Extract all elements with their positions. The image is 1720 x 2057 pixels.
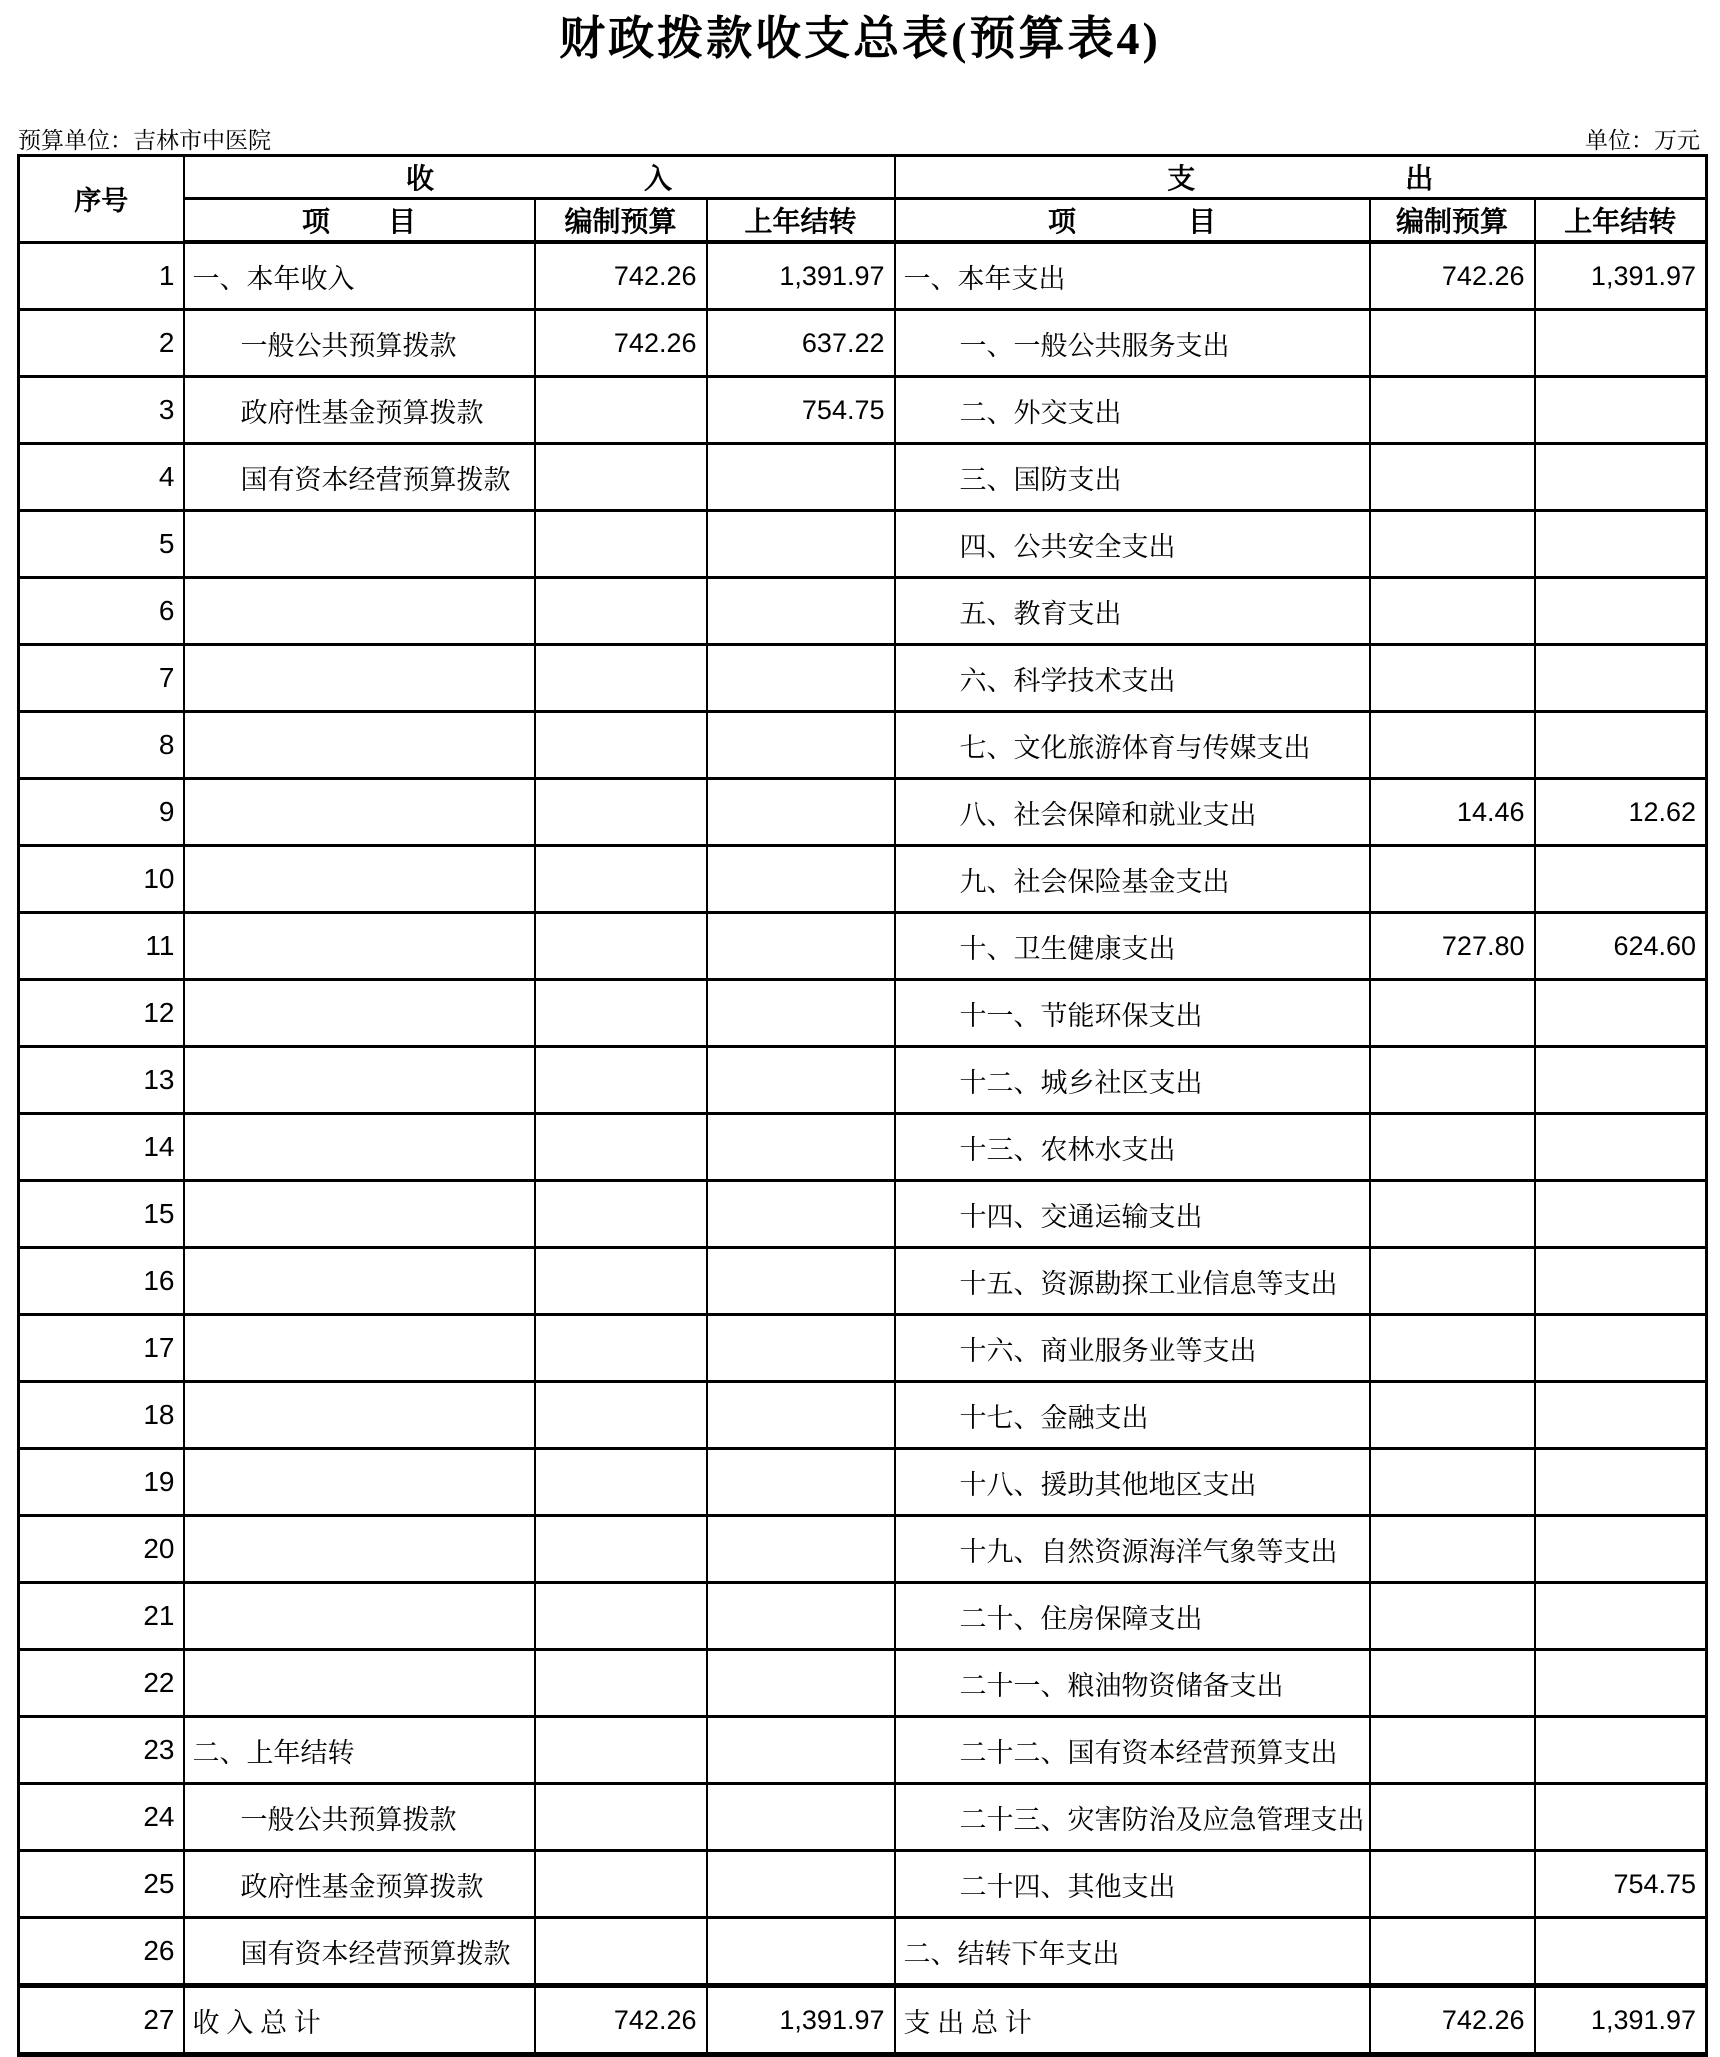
col-header-income-item: [184, 199, 535, 243]
table-row: [19, 1583, 1707, 1650]
income-carryover-cell: [707, 1784, 895, 1851]
income-item-cell: [184, 1382, 535, 1449]
income-budget-cell: [535, 1583, 707, 1650]
income-item-cell: 一般公共预算拨款: [184, 310, 535, 377]
income-item-cell: [184, 511, 535, 578]
budget-unit-label: 预算单位：吉林市中医院: [18, 128, 271, 153]
expense-item-cell: 十、卫生健康支出: [895, 913, 1370, 980]
col-header-expense-group: [895, 156, 1707, 199]
expense-item-cell: 五、教育支出: [895, 578, 1370, 645]
income-carryover-cell: [707, 578, 895, 645]
income-item-cell: [184, 645, 535, 712]
income-budget-cell: [535, 712, 707, 779]
income-carryover-cell: [707, 779, 895, 846]
table-row: [19, 310, 1707, 377]
seq-cell: 11: [19, 913, 184, 980]
expense-item-cell: 十九、自然资源海洋气象等支出: [895, 1516, 1370, 1583]
seq-cell: 8: [19, 712, 184, 779]
expense-budget-cell: 727.80: [1370, 913, 1535, 980]
income-budget-cell: [535, 1851, 707, 1918]
expense-item-cell: 十五、资源勘探工业信息等支出: [895, 1248, 1370, 1315]
table-row: [19, 712, 1707, 779]
expense-budget-cell: [1370, 1315, 1535, 1382]
seq-cell: 18: [19, 1382, 184, 1449]
expense-carryover-cell: [1535, 1650, 1707, 1717]
expense-item-cell: 二、外交支出: [895, 377, 1370, 444]
table-row: [19, 1047, 1707, 1114]
seq-cell: 5: [19, 511, 184, 578]
income-item-cell: [184, 913, 535, 980]
expense-item-cell: 八、社会保障和就业支出: [895, 779, 1370, 846]
expense-budget-cell: [1370, 1918, 1535, 1986]
expense-item-cell: 十二、城乡社区支出: [895, 1047, 1370, 1114]
seq-cell: 2: [19, 310, 184, 377]
expense-budget-cell: [1370, 1248, 1535, 1315]
income-budget-cell: 742.26: [535, 1986, 707, 2055]
seq-cell: 10: [19, 846, 184, 913]
income-budget-cell: [535, 913, 707, 980]
income-item-cell: 政府性基金预算拨款: [184, 1851, 535, 1918]
income-char-2: 入: [644, 164, 673, 195]
income-budget-cell: 742.26: [535, 242, 707, 310]
income-budget-cell: [535, 444, 707, 511]
income-carryover-cell: [707, 1918, 895, 1986]
income-carryover-cell: [707, 980, 895, 1047]
expense-budget-cell: 742.26: [1370, 1986, 1535, 2055]
income-item-cell: [184, 1315, 535, 1382]
seq-cell: 3: [19, 377, 184, 444]
income-budget-cell: [535, 645, 707, 712]
expense-budget-cell: [1370, 310, 1535, 377]
seq-cell: 7: [19, 645, 184, 712]
income-item-cell: [184, 1449, 535, 1516]
expense-budget-cell: [1370, 712, 1535, 779]
expense-item-cell: 二十一、粮油物资储备支出: [895, 1650, 1370, 1717]
income-carryover-cell: [707, 1516, 895, 1583]
expense-budget-cell: [1370, 1181, 1535, 1248]
expense-carryover-cell: 754.75: [1535, 1851, 1707, 1918]
expense-budget-cell: [1370, 1851, 1535, 1918]
seq-cell: 24: [19, 1784, 184, 1851]
expense-carryover-cell: 1,391.97: [1535, 1986, 1707, 2055]
table-row: [19, 913, 1707, 980]
table-row: [19, 779, 1707, 846]
table-row: [19, 578, 1707, 645]
income-carryover-cell: 637.22: [707, 310, 895, 377]
seq-cell: 21: [19, 1583, 184, 1650]
income-item-cell: [184, 846, 535, 913]
expense-carryover-cell: [1535, 1717, 1707, 1784]
table-row: [19, 846, 1707, 913]
income-item-cell: [184, 1114, 535, 1181]
expense-carryover-cell: [1535, 712, 1707, 779]
expense-budget-cell: [1370, 578, 1535, 645]
expense-item-cell: 十八、援助其他地区支出: [895, 1449, 1370, 1516]
expense-budget-cell: [1370, 846, 1535, 913]
expense-item-cell: 四、公共安全支出: [895, 511, 1370, 578]
expense-item-cell: 二十三、灾害防治及应急管理支出: [895, 1784, 1370, 1851]
expense-budget-cell: [1370, 444, 1535, 511]
seq-cell: 1: [19, 242, 184, 310]
income-carryover-cell: [707, 846, 895, 913]
income-carryover-cell: [707, 913, 895, 980]
table-row: [19, 1851, 1707, 1918]
expense-carryover-cell: [1535, 1047, 1707, 1114]
expense-item-cell: 六、科学技术支出: [895, 645, 1370, 712]
income-budget-cell: [535, 377, 707, 444]
income-carryover-cell: [707, 1047, 895, 1114]
table-row: [19, 1516, 1707, 1583]
expense-item-cell: 十六、商业服务业等支出: [895, 1315, 1370, 1382]
income-budget-cell: [535, 980, 707, 1047]
item-char-2: 目: [1188, 207, 1217, 238]
table-row: [19, 645, 1707, 712]
expense-carryover-cell: [1535, 511, 1707, 578]
income-item-cell: [184, 1248, 535, 1315]
expense-item-cell: 九、社会保险基金支出: [895, 846, 1370, 913]
income-item-cell: [184, 1516, 535, 1583]
income-item-cell: 收 入 总 计: [184, 1986, 535, 2055]
expense-carryover-cell: [1535, 1114, 1707, 1181]
seq-cell: 4: [19, 444, 184, 511]
income-item-cell: 一般公共预算拨款: [184, 1784, 535, 1851]
table-row: [19, 1650, 1707, 1717]
income-budget-cell: [535, 1315, 707, 1382]
income-carryover-cell: [707, 645, 895, 712]
table-header: [19, 156, 1707, 243]
page-title: 财政拨款收支总表(预算表4): [559, 13, 1161, 64]
seq-cell: 6: [19, 578, 184, 645]
table-row: [19, 1449, 1707, 1516]
expense-budget-cell: [1370, 980, 1535, 1047]
table-row: [19, 1717, 1707, 1784]
income-carryover-cell: [707, 1650, 895, 1717]
expense-carryover-cell: [1535, 1248, 1707, 1315]
table-row: [19, 1315, 1707, 1382]
table-row: [19, 1248, 1707, 1315]
col-header-seq: 序号: [19, 156, 184, 243]
expense-carryover-cell: 12.62: [1535, 779, 1707, 846]
expense-carryover-cell: [1535, 1315, 1707, 1382]
income-item-cell: [184, 1583, 535, 1650]
expense-item-cell: 七、文化旅游体育与传媒支出: [895, 712, 1370, 779]
income-budget-cell: [535, 846, 707, 913]
income-item-cell: 二、上年结转: [184, 1717, 535, 1784]
expense-item-cell: 十四、交通运输支出: [895, 1181, 1370, 1248]
meta-line: [18, 122, 1700, 155]
income-item-cell: [184, 578, 535, 645]
col-header-expense-item: [895, 199, 1370, 243]
income-budget-cell: [535, 1516, 707, 1583]
income-item-cell: 政府性基金预算拨款: [184, 377, 535, 444]
seq-cell: 22: [19, 1650, 184, 1717]
expense-carryover-cell: [1535, 1449, 1707, 1516]
expense-budget-cell: [1370, 1583, 1535, 1650]
seq-cell: 16: [19, 1248, 184, 1315]
header-row-groups: [19, 156, 1707, 199]
expense-carryover-cell: [1535, 1516, 1707, 1583]
income-budget-cell: [535, 511, 707, 578]
seq-cell: 15: [19, 1181, 184, 1248]
table-row: [19, 444, 1707, 511]
income-carryover-cell: [707, 1382, 895, 1449]
expense-budget-cell: 14.46: [1370, 779, 1535, 846]
expense-item-cell: 二十、住房保障支出: [895, 1583, 1370, 1650]
expense-item-cell: 支 出 总 计: [895, 1986, 1370, 2055]
table-row: [19, 377, 1707, 444]
income-item-cell: [184, 1181, 535, 1248]
table-row: [19, 1382, 1707, 1449]
expense-char-2: 出: [1405, 164, 1434, 195]
seq-cell: 25: [19, 1851, 184, 1918]
seq-cell: 23: [19, 1717, 184, 1784]
expense-carryover-cell: [1535, 1784, 1707, 1851]
col-header-expense-carryover: 上年结转: [1535, 199, 1707, 243]
income-budget-cell: [535, 1918, 707, 1986]
income-budget-cell: [535, 779, 707, 846]
expense-budget-cell: [1370, 1382, 1535, 1449]
table-row: [19, 980, 1707, 1047]
seq-cell: 20: [19, 1516, 184, 1583]
seq-cell: 14: [19, 1114, 184, 1181]
table-row: [19, 1986, 1707, 2055]
expense-item-cell: 二十二、国有资本经营预算支出: [895, 1717, 1370, 1784]
expense-carryover-cell: [1535, 645, 1707, 712]
expense-budget-cell: [1370, 1650, 1535, 1717]
income-item-cell: 国有资本经营预算拨款: [184, 444, 535, 511]
income-item-cell: 一、本年收入: [184, 242, 535, 310]
income-item-cell: [184, 980, 535, 1047]
table-row: [19, 1181, 1707, 1248]
item-char-2: 目: [388, 207, 417, 238]
expense-carryover-cell: [1535, 578, 1707, 645]
expense-char-1: 支: [1167, 164, 1196, 195]
col-header-expense-budget: 编制预算: [1370, 199, 1535, 243]
income-carryover-cell: 1,391.97: [707, 1986, 895, 2055]
table-row: [19, 511, 1707, 578]
expense-carryover-cell: [1535, 444, 1707, 511]
income-budget-cell: [535, 1248, 707, 1315]
income-carryover-cell: 1,391.97: [707, 242, 895, 310]
expense-carryover-cell: [1535, 310, 1707, 377]
seq-cell: 17: [19, 1315, 184, 1382]
expense-carryover-cell: 1,391.97: [1535, 242, 1707, 310]
header-row-columns: [19, 199, 1707, 243]
expense-carryover-cell: [1535, 846, 1707, 913]
expense-item-cell: 二十四、其他支出: [895, 1851, 1370, 1918]
expense-item-cell: 十三、农林水支出: [895, 1114, 1370, 1181]
income-carryover-cell: [707, 1449, 895, 1516]
income-item-cell: [184, 712, 535, 779]
income-item-cell: [184, 1047, 535, 1114]
income-budget-cell: [535, 578, 707, 645]
expense-carryover-cell: [1535, 1918, 1707, 1986]
seq-cell: 27: [19, 1986, 184, 2055]
income-item-cell: [184, 779, 535, 846]
income-carryover-cell: [707, 1248, 895, 1315]
income-budget-cell: [535, 1717, 707, 1784]
income-carryover-cell: [707, 1315, 895, 1382]
item-char-1: 项: [1047, 207, 1076, 238]
seq-cell: 19: [19, 1449, 184, 1516]
expense-budget-cell: [1370, 377, 1535, 444]
income-item-cell: 国有资本经营预算拨款: [184, 1918, 535, 1986]
seq-cell: 9: [19, 779, 184, 846]
expense-carryover-cell: [1535, 980, 1707, 1047]
expense-budget-cell: [1370, 1449, 1535, 1516]
income-char-1: 收: [405, 164, 434, 195]
table-row: [19, 1918, 1707, 1986]
expense-budget-cell: [1370, 1717, 1535, 1784]
expense-carryover-cell: [1535, 377, 1707, 444]
table-row: [19, 1784, 1707, 1851]
expense-carryover-cell: [1535, 1181, 1707, 1248]
expense-budget-cell: [1370, 1784, 1535, 1851]
expense-item-cell: 一、一般公共服务支出: [895, 310, 1370, 377]
income-item-cell: [184, 1650, 535, 1717]
income-budget-cell: [535, 1047, 707, 1114]
income-carryover-cell: [707, 1114, 895, 1181]
income-budget-cell: [535, 1382, 707, 1449]
income-carryover-cell: [707, 1583, 895, 1650]
expense-item-cell: 二、结转下年支出: [895, 1918, 1370, 1986]
expense-item-cell: 十一、节能环保支出: [895, 980, 1370, 1047]
seq-cell: 26: [19, 1918, 184, 1986]
income-carryover-cell: [707, 444, 895, 511]
income-carryover-cell: [707, 1851, 895, 1918]
expense-budget-cell: [1370, 1114, 1535, 1181]
income-budget-cell: [535, 1114, 707, 1181]
income-carryover-cell: [707, 712, 895, 779]
table-body: [19, 242, 1707, 2055]
income-carryover-cell: 754.75: [707, 377, 895, 444]
expense-carryover-cell: 624.60: [1535, 913, 1707, 980]
seq-cell: 13: [19, 1047, 184, 1114]
budget-summary-table: [17, 154, 1708, 2057]
expense-carryover-cell: [1535, 1583, 1707, 1650]
expense-item-cell: 十七、金融支出: [895, 1382, 1370, 1449]
col-header-income-carryover: 上年结转: [707, 199, 895, 243]
expense-budget-cell: [1370, 511, 1535, 578]
col-header-income-budget: 编制预算: [535, 199, 707, 243]
income-budget-cell: [535, 1650, 707, 1717]
income-budget-cell: [535, 1181, 707, 1248]
expense-item-cell: 三、国防支出: [895, 444, 1370, 511]
item-char-1: 项: [301, 207, 330, 238]
unit-label: 单位：万元: [1585, 128, 1700, 153]
col-header-income-group: [184, 156, 895, 199]
table-row: [19, 1114, 1707, 1181]
table-row: [19, 242, 1707, 310]
seq-cell: 12: [19, 980, 184, 1047]
expense-item-cell: 一、本年支出: [895, 242, 1370, 310]
expense-budget-cell: [1370, 1047, 1535, 1114]
expense-carryover-cell: [1535, 1382, 1707, 1449]
income-carryover-cell: [707, 1181, 895, 1248]
income-budget-cell: [535, 1449, 707, 1516]
income-carryover-cell: [707, 1717, 895, 1784]
income-carryover-cell: [707, 511, 895, 578]
expense-budget-cell: 742.26: [1370, 242, 1535, 310]
income-budget-cell: [535, 1784, 707, 1851]
income-budget-cell: 742.26: [535, 310, 707, 377]
expense-budget-cell: [1370, 1516, 1535, 1583]
expense-budget-cell: [1370, 645, 1535, 712]
